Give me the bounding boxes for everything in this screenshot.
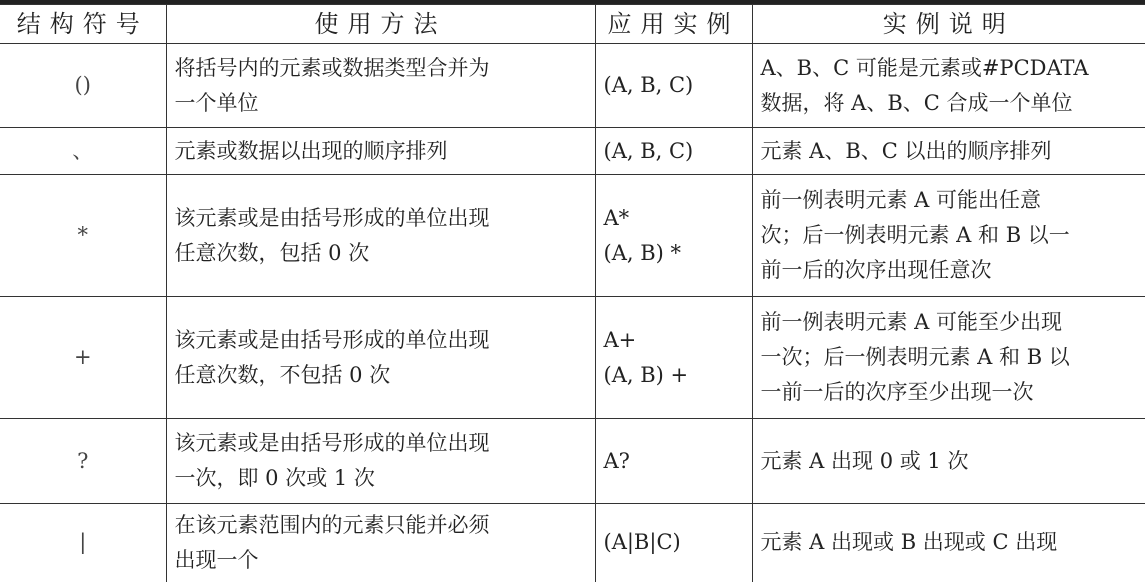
usage-cell: 在该元素范围内的元素只能并必须 出现一个 <box>166 504 595 582</box>
note-cell: 元素 A 出现或 B 出现或 C 出现 <box>752 504 1145 582</box>
header-example: 应用实例 <box>595 5 752 44</box>
usage-cell: 该元素或是由括号形成的单位出现 一次，即 0 次或 1 次 <box>166 419 595 504</box>
note-cell: 前一例表明元素 A 可能出任意 次；后一例表明元素 A 和 B 以一 前一后的次序出现任意次 <box>752 175 1145 297</box>
example-cell: (A, B, C) <box>595 44 752 128</box>
header-note: 实例说明 <box>752 5 1145 44</box>
note-cell: A、B、C 可能是元素或#PCDATA 数据，将 A、B、C 合成一个单位 <box>752 44 1145 128</box>
example-cell: A? <box>595 419 752 504</box>
symbol-cell: 、 <box>0 128 166 175</box>
example-cell: (A|B|C) <box>595 504 752 582</box>
table-row <box>0 297 1145 419</box>
symbol-cell: ? <box>0 419 166 504</box>
table-row <box>0 44 1145 128</box>
symbol-cell: () <box>0 44 166 128</box>
usage-cell: 将括号内的元素或数据类型合并为 一个单位 <box>166 44 595 128</box>
note-cell: 元素 A 出现 0 或 1 次 <box>752 419 1145 504</box>
example-cell: (A, B, C) <box>595 128 752 175</box>
header-usage: 使用方法 <box>166 5 595 44</box>
note-cell: 元素 A、B、C 以出的顺序排列 <box>752 128 1145 175</box>
example-cell: A+ (A, B) + <box>595 297 752 419</box>
dtd-structure-symbols-table <box>0 4 1145 582</box>
note-cell: 前一例表明元素 A 可能至少出现 一次；后一例表明元素 A 和 B 以 一前一后的次序至少出现一次 <box>752 297 1145 419</box>
table-row <box>0 128 1145 175</box>
table-row <box>0 419 1145 504</box>
symbol-cell: * <box>0 175 166 297</box>
example-cell: A* (A, B) * <box>595 175 752 297</box>
usage-cell: 该元素或是由括号形成的单位出现 任意次数，包括 0 次 <box>166 175 595 297</box>
header-row <box>0 5 1145 44</box>
table-row <box>0 504 1145 582</box>
usage-cell: 元素或数据以出现的顺序排列 <box>166 128 595 175</box>
symbol-cell: | <box>0 504 166 582</box>
usage-cell: 该元素或是由括号形成的单位出现 任意次数，不包括 0 次 <box>166 297 595 419</box>
symbol-cell: + <box>0 297 166 419</box>
header-symbol: 结构符号 <box>0 5 166 44</box>
table-row <box>0 175 1145 297</box>
